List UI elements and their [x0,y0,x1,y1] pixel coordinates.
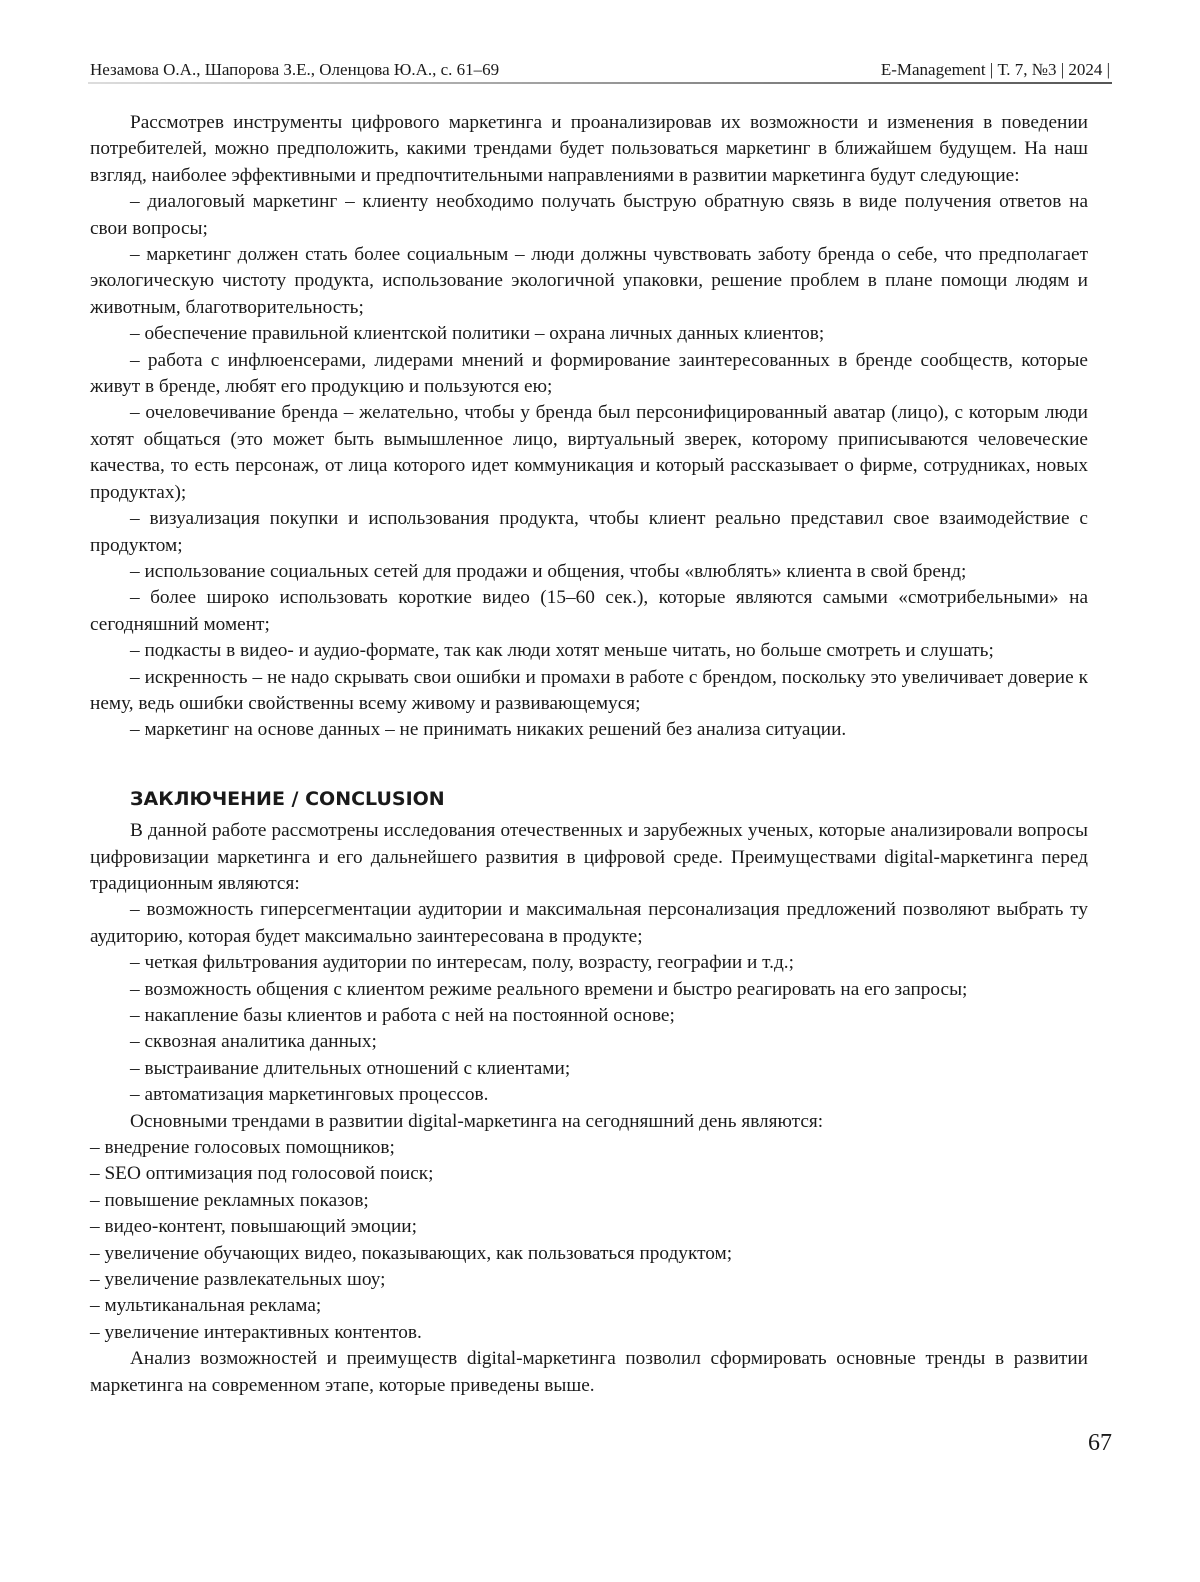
list-item: – очеловечивание бренда – желательно, чтобы у бренда был персонифицированный аватар (лицо), с которым люди хотят общаться (это может быть вымышленное лицо, виртуальный зверек, которому приписываются человеческие качества, то есть персонаж, от лица которого идет коммуникация и который рассказывает о фирме, сотрудниках, новых продуктах); [90,400,1088,506]
header-rule [88,82,1112,84]
header-authors: Незамова О.А., Шапорова З.Е., Оленцова Ю.А., с. 61–69 [90,60,499,80]
list-item: – SEO оптимизация под голосовой поиск; [90,1161,1088,1187]
advantages-list [90,897,1088,1108]
list-item: – диалоговый маркетинг – клиенту необходимо получать быструю обратную связь в виде получения ответов на свои вопросы; [90,189,1088,242]
list-item: – возможность общения с клиентом режиме реального времени и быстро реагировать на его запросы; [90,977,1088,1003]
list-item: – четкая фильтрования аудитории по интересам, полу, возрасту, географии и т.д.; [90,950,1088,976]
page-number: 67 [1088,1430,1112,1457]
list-item: – сквозная аналитика данных; [90,1029,1088,1055]
list-item: – использование социальных сетей для продажи и общения, чтобы «влюблять» клиента в свой бренд; [90,559,1088,585]
list-item: – работа с инфлюенсерами, лидерами мнений и формирование заинтересованных в бренде сообществ, которые живут в бренде, любят его продукцию и пользуются ею; [90,348,1088,401]
list-item: – видео-контент, повышающий эмоции; [90,1214,1088,1240]
section-heading: ЗАКЛЮЧЕНИЕ / CONCLUSION [130,786,1088,812]
list-item: – подкасты в видео- и аудио-формате, так как люди хотят меньше читать, но больше смотреть и слушать; [90,638,1088,664]
list-item: – мультиканальная реклама; [90,1293,1088,1319]
paragraph: Рассмотрев инструменты цифрового маркетинга и проанализировав их возможности и изменения в поведении потребителей, можно предположить, какими трендами будет пользоваться маркетинг в ближайшем будущем. На наш взгляд, наиболее эффективными и предпочтительными направлениями в развитии маркетинга будут следующие: [90,110,1088,189]
list-item: – внедрение голосовых помощников; [90,1135,1088,1161]
list-item: – более широко использовать короткие видео (15–60 сек.), которые являются самыми «смотрибельными» на сегодняшний момент; [90,585,1088,638]
list-item: – увеличение развлекательных шоу; [90,1267,1088,1293]
header-journal: E-Management | Т. 7, №3 | 2024 | [881,60,1110,80]
list-item: – увеличение интерактивных контентов. [90,1320,1088,1346]
list-item: – обеспечение правильной клиентской политики – охрана личных данных клиентов; [90,321,1088,347]
trend-list [90,189,1088,744]
list-item: – выстраивание длительных отношений с клиентами; [90,1056,1088,1082]
list-item: – увеличение обучающих видео, показывающих, как пользоваться продуктом; [90,1241,1088,1267]
list-item: – возможность гиперсегментации аудитории и максимальная персонализация предложений позволяют выбрать ту аудиторию, которая будет максимально заинтересована в продукте; [90,897,1088,950]
paragraph: Анализ возможностей и преимуществ digital-маркетинга позволил сформировать основные тренды в развитии маркетинга на современном этапе, которые приведены выше. [90,1346,1088,1399]
list-item: – искренность – не надо скрывать свои ошибки и промахи в работе с брендом, поскольку это увеличивает доверие к нему, ведь ошибки свойственны всему живому и развивающемуся; [90,665,1088,718]
list-item: – маркетинг должен стать более социальным – люди должны чувствовать заботу бренда о себе, что предполагает экологическую чистоту продукта, использование экологичной упаковки, решение проблем в плане помощи людям и животным, благотворительность; [90,242,1088,321]
trends-list [90,1135,1088,1346]
list-item: – автоматизация маркетинговых процессов. [90,1082,1088,1108]
list-item: – накапление базы клиентов и работа с ней на постоянной основе; [90,1003,1088,1029]
list-item: – визуализация покупки и использования продукта, чтобы клиент реально представил свое взаимодействие с продуктом; [90,506,1088,559]
running-header [90,56,1110,80]
paragraph: Основными трендами в развитии digital-маркетинга на сегодняшний день являются: [90,1109,1088,1135]
paragraph: В данной работе рассмотрены исследования отечественных и зарубежных ученых, которые анализировали вопросы цифровизации маркетинга и его дальнейшего развития в цифровой среде. Преимуществами digital-маркетинга перед традиционным являются: [90,818,1088,897]
article-body [90,110,1088,1399]
list-item: – маркетинг на основе данных – не принимать никаких решений без анализа ситуации. [90,717,1088,743]
list-item: – повышение рекламных показов; [90,1188,1088,1214]
